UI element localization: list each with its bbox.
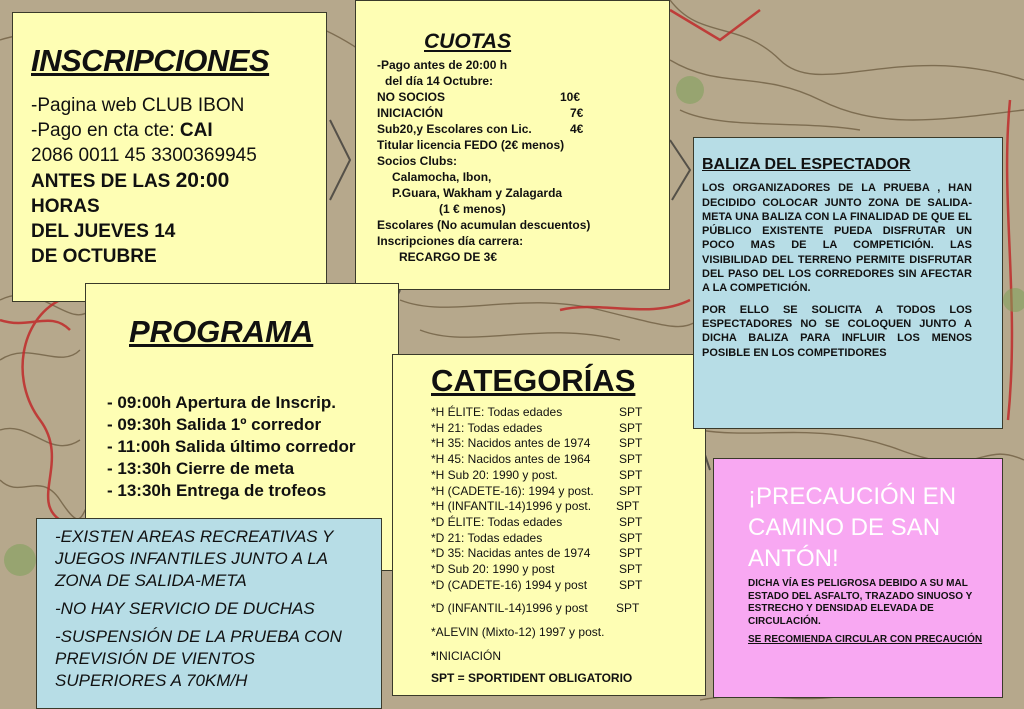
category-row bbox=[431, 499, 695, 515]
precaucion-title: ¡PRECAUCIÓN EN CAMINO DE SAN ANTÓN! bbox=[748, 483, 957, 572]
cuotas-title: CUOTAS bbox=[424, 30, 512, 53]
bank-name: CAI bbox=[179, 120, 213, 141]
precaucion-recommendation: SE RECOMIENDA CIRCULAR CON PRECAUCIÓN bbox=[748, 634, 983, 645]
pago-prefix: -Pago en cta cte: bbox=[31, 120, 180, 141]
categorias-panel bbox=[392, 354, 706, 696]
baliza-panel bbox=[693, 137, 1003, 429]
category-row bbox=[431, 562, 695, 578]
aviso-item: -EXISTEN AREAS RECREATIVAS Y JUEGOS INFANTILES JUNTO A LA ZONA DE SALIDA-META bbox=[55, 527, 334, 590]
category-name: *H 45: Nacidos antes de 1964 bbox=[431, 452, 591, 467]
deadline-time: 20:00 bbox=[175, 169, 230, 192]
category-spt: SPT bbox=[619, 546, 643, 561]
category-spt: SPT bbox=[619, 483, 643, 498]
category-spt: SPT bbox=[616, 499, 640, 514]
baliza-title: BALIZA DEL ESPECTADOR bbox=[702, 156, 911, 173]
category-iniciacion bbox=[431, 649, 695, 665]
category-name: *D (INFANTIL-14)1996 y post bbox=[431, 601, 588, 616]
spt-legend: SPT = SPORTIDENT OBLIGATORIO bbox=[431, 670, 633, 685]
category-spt: SPT bbox=[619, 405, 643, 419]
fee-price: 10€ bbox=[560, 90, 581, 104]
category-row bbox=[431, 484, 695, 500]
category-name: *D Sub 20: 1990 y post bbox=[431, 562, 555, 577]
category-spt: SPT bbox=[616, 601, 640, 616]
category-row bbox=[431, 436, 695, 452]
categorias-title: CATEGORÍAS bbox=[431, 363, 636, 398]
category-spt: SPT bbox=[619, 452, 643, 467]
web-line: -Pagina web CLUB IBON bbox=[31, 95, 245, 116]
aviso-item: -NO HAY SERVICIO DE DUCHAS bbox=[55, 599, 315, 618]
pago-line bbox=[31, 118, 308, 143]
category-row bbox=[431, 452, 695, 468]
deadline-line-2: HORAS bbox=[31, 196, 100, 217]
category-spt: SPT bbox=[619, 436, 643, 451]
deadline-line-3: DEL JUEVES 14 bbox=[31, 221, 176, 242]
category-name: *D 21: Todas edades bbox=[431, 530, 543, 545]
avisos-panel bbox=[36, 518, 382, 709]
cuotas-panel bbox=[355, 0, 670, 290]
iniciacion-label: INICIACIÓN bbox=[435, 648, 502, 663]
category-spt: SPT bbox=[619, 420, 643, 435]
category-name: *H 35: Nacidos antes de 1974 bbox=[431, 436, 591, 451]
fee-row bbox=[377, 121, 669, 137]
schedule-item: - 13:30h Cierre de meta bbox=[107, 459, 295, 478]
category-name: *H ÉLITE: Todas edades bbox=[431, 405, 563, 419]
category-row bbox=[431, 515, 695, 531]
category-alevin: *ALEVIN (Mixto-12) 1997 y post. bbox=[431, 625, 605, 640]
category-name: *D 35: Nacidas antes de 1974 bbox=[431, 546, 591, 561]
inscripciones-panel bbox=[12, 12, 327, 302]
cuotas-line: Inscripciones día carrera: bbox=[377, 234, 524, 248]
fee-row bbox=[377, 89, 669, 105]
cuotas-intro-2: del día 14 Octubre: bbox=[385, 74, 494, 88]
category-name: *H (INFANTIL-14)1996 y post. bbox=[431, 499, 592, 514]
aviso-item: -SUSPENSIÓN DE LA PRUEBA CON PREVISIÓN DE VIENTOS SUPERIORES A 70KM/H bbox=[55, 627, 342, 690]
cuotas-line: RECARGO DE 3€ bbox=[399, 250, 498, 264]
fee-label: NO SOCIOS bbox=[377, 90, 446, 104]
precaucion-panel bbox=[713, 458, 1003, 698]
schedule-item: - 13:30h Entrega de trofeos bbox=[107, 481, 327, 500]
fee-price: 7€ bbox=[570, 106, 584, 120]
precaucion-text: DICHA VÍA ES PELIGROSA DEBIDO A SU MAL ESTADO DEL ASFALTO, TRAZADO SINUOSO Y ESTRECHO Y DENSIDAD ELEVADA DE CIRCULACIÓN. bbox=[748, 578, 973, 627]
fee-price: 4€ bbox=[570, 122, 584, 136]
cuotas-line: (1 € menos) bbox=[439, 202, 506, 216]
cuotas-line: Escolares (No acumulan descuentos) bbox=[377, 218, 591, 232]
category-row bbox=[431, 531, 695, 547]
category-spt: SPT bbox=[619, 562, 643, 577]
fee-row bbox=[377, 105, 669, 121]
category-row bbox=[431, 578, 695, 594]
programa-title: PROGRAMA bbox=[129, 314, 314, 349]
deadline-line-4: DE OCTUBRE bbox=[31, 246, 157, 267]
category-name: *H Sub 20: 1990 y post. bbox=[431, 467, 558, 482]
cuotas-intro-1: -Pago antes de 20:00 h bbox=[377, 58, 508, 72]
baliza-paragraph-1: LOS ORGANIZADORES DE LA PRUEBA , HAN DECIDIDO COLOCAR JUNTO ZONA DE SALIDA-META UNA BALIZA CON LA FINALIDAD DE QUE EL PÚBLICO EXISTENTE PUEDA DISFRUTAR UN POCO MAS DE LA COMPETICIÓN. LAS VISIBILIDAD DEL TERRENO PERMITE DISFRUTAR DEL PASO DEL LOS CORREDORES SIN AFECTAR A LA COMPETICIÓN. bbox=[702, 182, 972, 295]
account-number: 2086 0011 45 3300369945 bbox=[31, 145, 257, 166]
category-row bbox=[431, 421, 695, 437]
category-name: *H (CADETE-16): 1994 y post. bbox=[431, 483, 594, 498]
category-row bbox=[431, 468, 695, 484]
deadline-prefix: ANTES DE LAS bbox=[31, 171, 176, 192]
category-row bbox=[431, 546, 695, 562]
inscripciones-title: INSCRIPCIONES bbox=[31, 43, 270, 78]
deadline-line bbox=[31, 168, 308, 194]
schedule-item: - 09:30h Salida 1º corredor bbox=[107, 415, 322, 434]
category-spt: SPT bbox=[619, 514, 643, 529]
category-spt: SPT bbox=[619, 467, 643, 482]
cuotas-line: P.Guara, Wakham y Zalagarda bbox=[392, 186, 563, 200]
cuotas-line: Calamocha, Ibon, bbox=[392, 170, 492, 184]
fee-label: Sub20,y Escolares con Lic. bbox=[377, 122, 532, 136]
category-spt: SPT bbox=[619, 577, 643, 592]
category-name: *H 21: Todas edades bbox=[431, 420, 543, 435]
iniciacion-star: * bbox=[431, 648, 436, 663]
category-spt: SPT bbox=[619, 530, 643, 545]
category-name: *D (CADETE-16) 1994 y post bbox=[431, 577, 588, 592]
category-name: *D ÉLITE: Todas edades bbox=[431, 514, 563, 529]
schedule-item: - 09:00h Apertura de Inscrip. bbox=[107, 393, 336, 412]
schedule-item: - 11:00h Salida último corredor bbox=[107, 437, 356, 456]
cuotas-line: Titular licencia FEDO (2€ menos) bbox=[377, 138, 565, 152]
fee-label: INICIACIÓN bbox=[377, 106, 443, 120]
category-row bbox=[431, 405, 695, 421]
baliza-paragraph-2: POR ELLO SE SOLICITA A TODOS LOS ESPECTADORES NO SE COLOQUEN JUNTO A DICHA BALIZA PARA INFLUIR LOS MENOS POSIBLE EN LOS COMPETIDORES bbox=[702, 303, 972, 359]
category-row bbox=[431, 601, 695, 617]
cuotas-line: Socios Clubs: bbox=[377, 154, 458, 168]
